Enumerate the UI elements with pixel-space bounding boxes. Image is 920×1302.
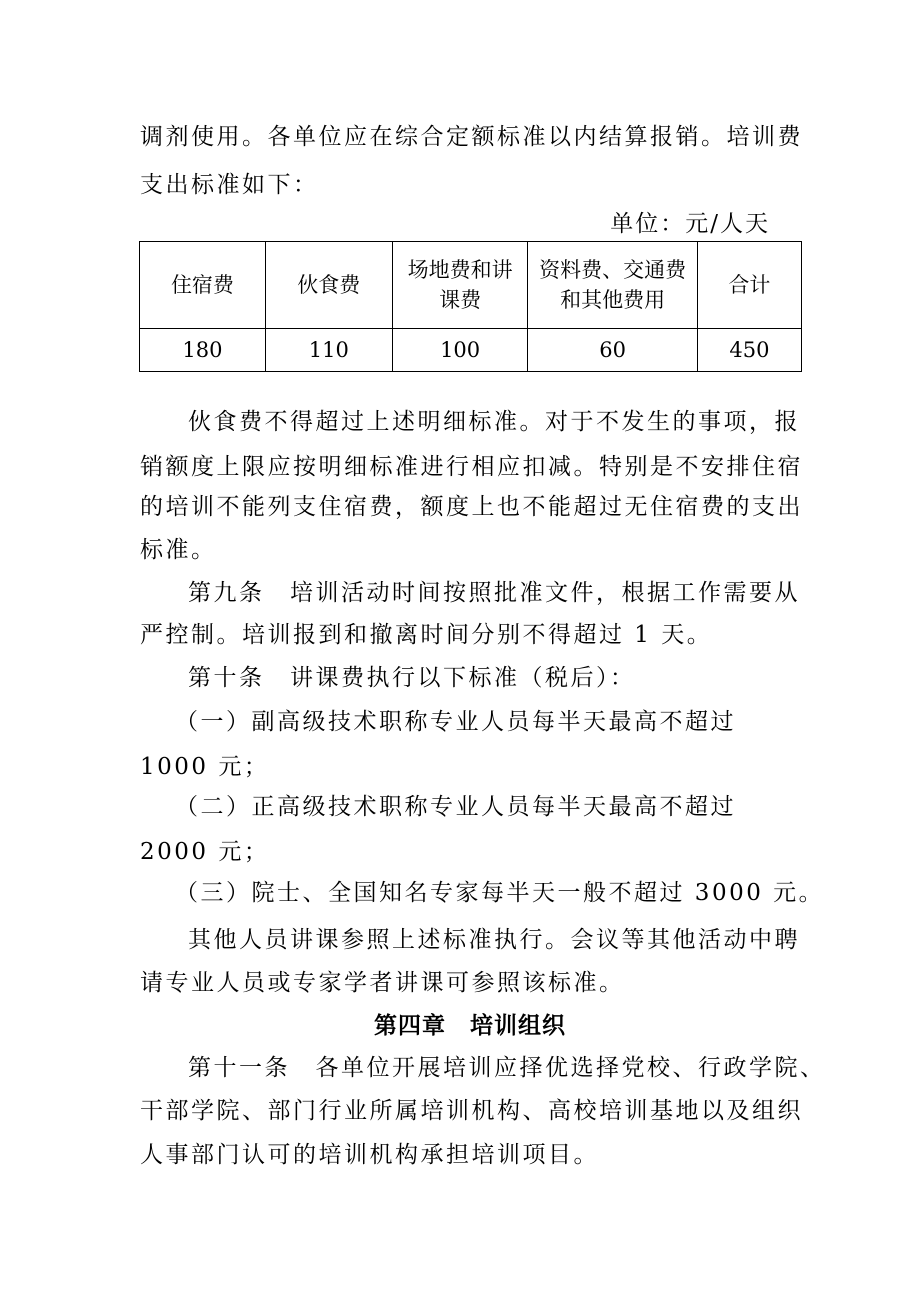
table-header-cell xyxy=(140,242,266,329)
text-line: 第九条 培训活动时间按照批准文件，根据工作需要从 xyxy=(188,580,800,606)
text-line: 严控制。培训报到和撤离时间分别不得超过 1 天。 xyxy=(140,622,713,648)
text-line: 伙食费不得超过上述明细标准。对于不发生的事项，报 xyxy=(188,409,800,435)
text-line: 销额度上限应按明细标准进行相应扣减。特别是不安排住宿 xyxy=(140,454,803,480)
text-line: （一）副高级技术职称专业人员每半天最高不超过 xyxy=(175,709,736,735)
table-cell: 450 xyxy=(697,329,801,372)
table-header-cell xyxy=(265,242,392,329)
table-header-cell xyxy=(697,242,801,329)
text-line: 2000 元； xyxy=(140,839,270,865)
header-text: 场地费和讲 xyxy=(407,258,513,282)
text-line: 1000 元； xyxy=(140,754,270,780)
text-line: 支出标准如下： xyxy=(140,172,319,198)
table-cell: 180 xyxy=(140,329,266,372)
unit-label: 单位：元/人天 xyxy=(610,211,770,237)
text-line: 第十条 讲课费执行以下标准（税后）： xyxy=(188,665,636,691)
text-line: 第十一条 各单位开展培训应择优选择党校、行政学院、 xyxy=(188,1055,826,1081)
chapter-heading: 第四章 培训组织 xyxy=(374,1013,566,1039)
table-header-row xyxy=(140,242,802,329)
header-text: 课费 xyxy=(439,288,482,312)
text-line: 标准。 xyxy=(140,537,217,563)
header-text: 合计 xyxy=(728,273,771,297)
text-line: 请专业人员或专家学者讲课可参照该标准。 xyxy=(140,970,625,996)
table-cell: 100 xyxy=(392,329,528,372)
table-cell: 110 xyxy=(265,329,392,372)
text-line: （二）正高级技术职称专业人员每半天最高不超过 xyxy=(175,794,736,820)
header-text: 资料费、交通费 xyxy=(539,258,687,282)
header-text: 住宿费 xyxy=(170,273,234,297)
text-line: 调剂使用。各单位应在综合定额标准以内结算报销。培训费 xyxy=(140,124,803,150)
text-line: 的培训不能列支住宿费，额度上也不能超过无住宿费的支出 xyxy=(140,494,803,520)
fee-table xyxy=(139,241,802,372)
text-line: 人事部门认可的培训机构承担培训项目。 xyxy=(140,1142,599,1168)
table-header-cell xyxy=(528,242,697,329)
header-text: 伙食费 xyxy=(297,273,361,297)
table-header-cell xyxy=(392,242,528,329)
text-line: （三）院士、全国知名专家每半天一般不超过 3000 元。 xyxy=(175,880,825,906)
text-line: 干部学院、部门行业所属培训机构、高校培训基地以及组织 xyxy=(140,1098,803,1124)
table-row xyxy=(140,329,802,372)
header-text: 和其他费用 xyxy=(560,288,666,312)
table-cell: 60 xyxy=(528,329,697,372)
text-line: 其他人员讲课参照上述标准执行。会议等其他活动中聘 xyxy=(188,927,800,953)
